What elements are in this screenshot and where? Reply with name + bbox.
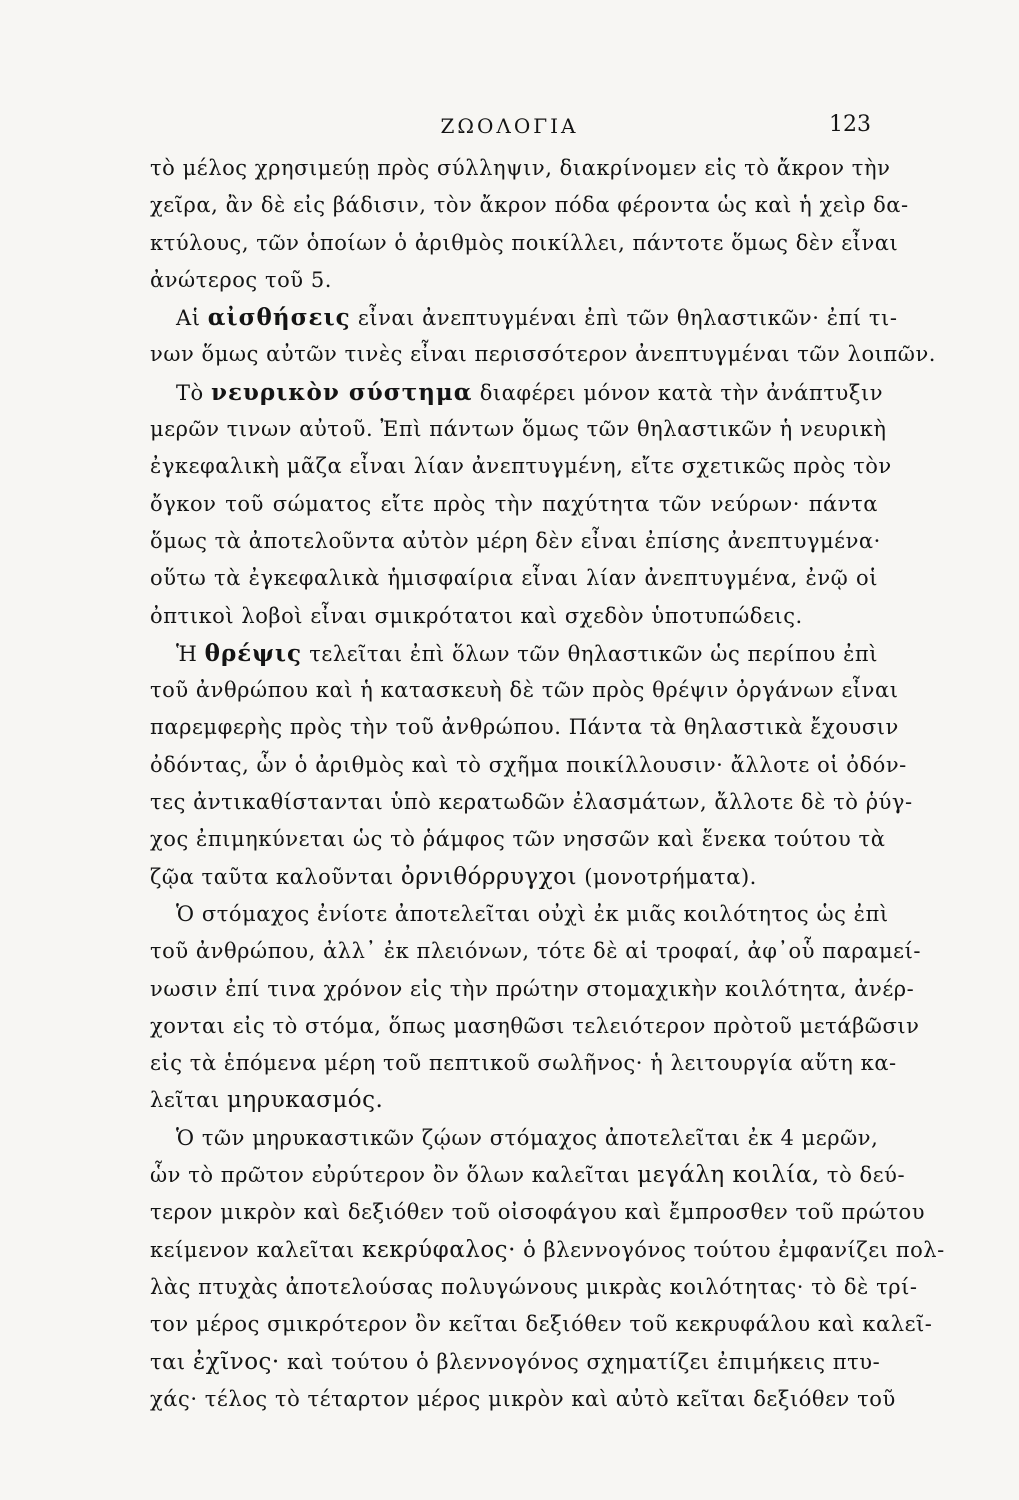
text-line (150, 1306, 933, 1343)
line-text: Αἱ (176, 306, 208, 331)
running-title: ΖΩΟΛΟΓΙΑ (440, 114, 579, 138)
line-text: ὄγκον τοῦ σώματος εἴτε πρὸς τὴν παχύτητα τῶν νεύρων· πάντα (150, 491, 878, 516)
text-line (150, 1381, 896, 1418)
line-text: τες ἀντικαθίστανται ὑπὸ κερατωδῶν ἐλασμάτων, ἄλλοτε δὲ τὸ ῥύγ- (150, 790, 913, 815)
line-text: χάς· τέλος τὸ τέταρτον μέρος μικρὸν καὶ αὐτὸ κεῖται δεξιόθεν τοῦ (150, 1386, 896, 1411)
text-line (150, 523, 881, 560)
text-line (150, 225, 899, 262)
text-line (150, 896, 889, 933)
key-term: ἐχῖνος· (192, 1348, 280, 1375)
line-text: ἀνώτερος τοῦ 5. (150, 267, 332, 292)
text-line (150, 672, 899, 709)
line-text: τὸ μέλος χρησιμεύῃ πρὸς σύλληψιν, διακρίνομεν εἰς τὸ ἄκρον τὴν (150, 156, 891, 180)
line-text: (μονοτρήματα). (577, 864, 757, 889)
line-text: ὧν τὸ πρῶτον εὐρύτερον ὂν ὅλων καλεῖται (150, 1163, 638, 1188)
line-text: εἶναι ἀνεπτυγμέναι ἐπὶ τῶν θηλαστικῶν· ἐπί τι- (350, 306, 898, 331)
text-line (150, 821, 886, 858)
line-text: καὶ τούτου ὁ βλεννογόνος σχηματίζει ἐπιμήκεις πτυ- (279, 1349, 881, 1374)
line-text: τερον μικρὸν καὶ δεξιόθεν τοῦ οἰσοφάγου καὶ ἔμπροσθεν τοῦ πρώτου (150, 1200, 926, 1225)
text-line (150, 598, 878, 635)
running-head (0, 112, 1019, 142)
line-text: Τὸ (176, 380, 211, 405)
text-line (150, 747, 907, 784)
line-text: νωσιν ἐπί τινα χρόνον εἰς τὴν πρώτην στομαχικὴν κοιλότητα, ἀνέρ- (150, 976, 915, 1001)
text-line (150, 971, 915, 1008)
text-line (150, 486, 878, 523)
line-text: Ὁ στόμαχος ἐνίοτε ἀποτελεῖται οὐχὶ ἐκ μιᾶς κοιλότητος ὡς ἐπὶ (176, 901, 889, 926)
line-text: Ὁ τῶν μηρυκαστικῶν ζῴων στόμαχος ἀποτελεῖται ἐκ 4 μερῶν, (176, 1125, 879, 1150)
text-line (150, 1157, 906, 1194)
text-line (150, 1082, 878, 1119)
line-text: τελεῖται ἐπὶ ὅλων τῶν θηλαστικῶν ὡς περίπου ἐπὶ (302, 641, 879, 666)
section-heading: αἰσθήσεις (207, 304, 351, 332)
text-line (150, 336, 936, 373)
key-term: μηρυκασμός. (226, 1087, 384, 1114)
line-text: ὀδόντας, ὧν ὁ ἀριθμὸς καὶ τὸ σχῆμα ποικίλλουσιν· ἄλλοτε οἱ ὀδόν- (150, 752, 907, 777)
text-line (150, 933, 922, 970)
text-line (150, 709, 899, 746)
text-line (150, 374, 884, 411)
line-text: κτύλους, τῶν ὁποίων ὁ ἀριθμὸς ποικίλλει, πάντοτε ὅμως δὲν εἶναι (150, 230, 899, 255)
line-text: ὁ βλεννογόνος τούτου ἐμφανίζει πολ- (515, 1237, 945, 1262)
line-text: ἐγκεφαλικὴ μᾶζα εἶναι λίαν ἀνεπτυγμένη, εἴτε σχετικῶς πρὸς τὸν (150, 454, 892, 479)
text-line (150, 784, 913, 821)
text-line (150, 635, 878, 672)
key-term: μεγάλη κοιλία, (637, 1162, 820, 1189)
text-line (150, 187, 909, 224)
line-text: νων ὅμως αὐτῶν τινὲς εἶναι περισσότερον ἀνεπτυγμέναι τῶν λοιπῶν. (150, 342, 936, 367)
text-line (150, 1045, 897, 1082)
line-text: ὅμως τὰ ἀποτελοῦντα αὐτὸν μέρη δὲν εἶναι ἐπίσης ἀνεπτυγμένα· (150, 528, 881, 553)
line-text: τον μέρος σμικρότερον ὂν κεῖται δεξιόθεν τοῦ κεκρυφάλου καὶ καλεῖ- (150, 1312, 933, 1337)
text-line (150, 411, 887, 448)
text-line (150, 1344, 881, 1381)
key-term: κεκρύφαλος· (361, 1236, 516, 1263)
text-line (150, 560, 878, 597)
text-line (150, 150, 891, 187)
line-text: μερῶν τινων αὐτοῦ. Ἐπὶ πάντων ὅμως τῶν θηλαστικῶν ἡ νευρικὴ (150, 417, 887, 442)
section-heading: θρέψις (204, 639, 303, 667)
body-text (150, 150, 945, 1418)
line-text: ζῷα ταῦτα καλοῦνται (150, 864, 401, 889)
text-line (150, 1120, 878, 1157)
text-line (150, 1232, 945, 1269)
section-heading: νευρικὸν σύστημα (210, 378, 473, 406)
line-text: διαφέρει μόνον κατὰ τὴν ἀνάπτυξιν (472, 380, 884, 405)
line-text: οὕτω τὰ ἐγκεφαλικὰ ἡμισφαίρια εἶναι λίαν ἀνεπτυγμένα, ἐνῷ οἱ (150, 566, 878, 591)
line-text: τὸ δεύ- (819, 1163, 906, 1188)
key-term: ὀρνιθόρρυγχοι (400, 863, 578, 890)
text-line (150, 1269, 918, 1306)
line-text: εἰς τὰ ἑπόμενα μέρη τοῦ πεπτικοῦ σωλῆνος· ἡ λειτουργία αὕτη κα- (150, 1051, 897, 1076)
line-text: ται (150, 1349, 193, 1374)
page-number: 123 (829, 112, 871, 137)
text-line (150, 859, 878, 896)
text-line (150, 1194, 926, 1231)
text-line (150, 262, 878, 299)
line-text: χος ἐπιμηκύνεται ὡς τὸ ῥάμφος τῶν νησσῶν καὶ ἕνεκα τούτου τὰ (150, 827, 886, 852)
line-text: χονται εἰς τὸ στόμα, ὅπως μασηθῶσι τελειότερον πρὸτοῦ μετάβῶσιν (150, 1013, 920, 1038)
line-text: ὀπτικοὶ λοβοὶ εἶναι σμικρότατοι καὶ σχεδὸν ὑποτυπώδεις. (150, 603, 803, 628)
line-text: τοῦ ἀνθρώπου καὶ ἡ κατασκευὴ δὲ τῶν πρὸς θρέψιν ὀργάνων εἶναι (150, 678, 899, 703)
text-line (150, 1008, 920, 1045)
line-text: λεῖται (150, 1088, 227, 1113)
text-line (150, 448, 892, 485)
line-text: παρεμφερὴς πρὸς τὴν τοῦ ἀνθρώπου. Πάντα τὰ θηλαστικὰ ἔχουσιν (150, 715, 899, 740)
text-line (150, 299, 898, 336)
line-text: λὰς πτυχὰς ἀποτελούσας πολυγώνους μικρὰς κοιλότητας· τὸ δὲ τρί- (150, 1274, 918, 1299)
line-text: τοῦ ἀνθρώπου, ἀλλ᾽ ἐκ πλειόνων, τότε δὲ αἱ τροφαί, ἀφ᾽οὗ παραμεί- (150, 939, 922, 964)
line-text: κείμενον καλεῖται (150, 1237, 362, 1262)
line-text: χεῖρα, ἂν δὲ εἰς βάδισιν, τὸν ἄκρον πόδα φέροντα ὡς καὶ ἡ χεὶρ δα- (150, 193, 909, 218)
line-text: Ἡ (176, 641, 205, 666)
